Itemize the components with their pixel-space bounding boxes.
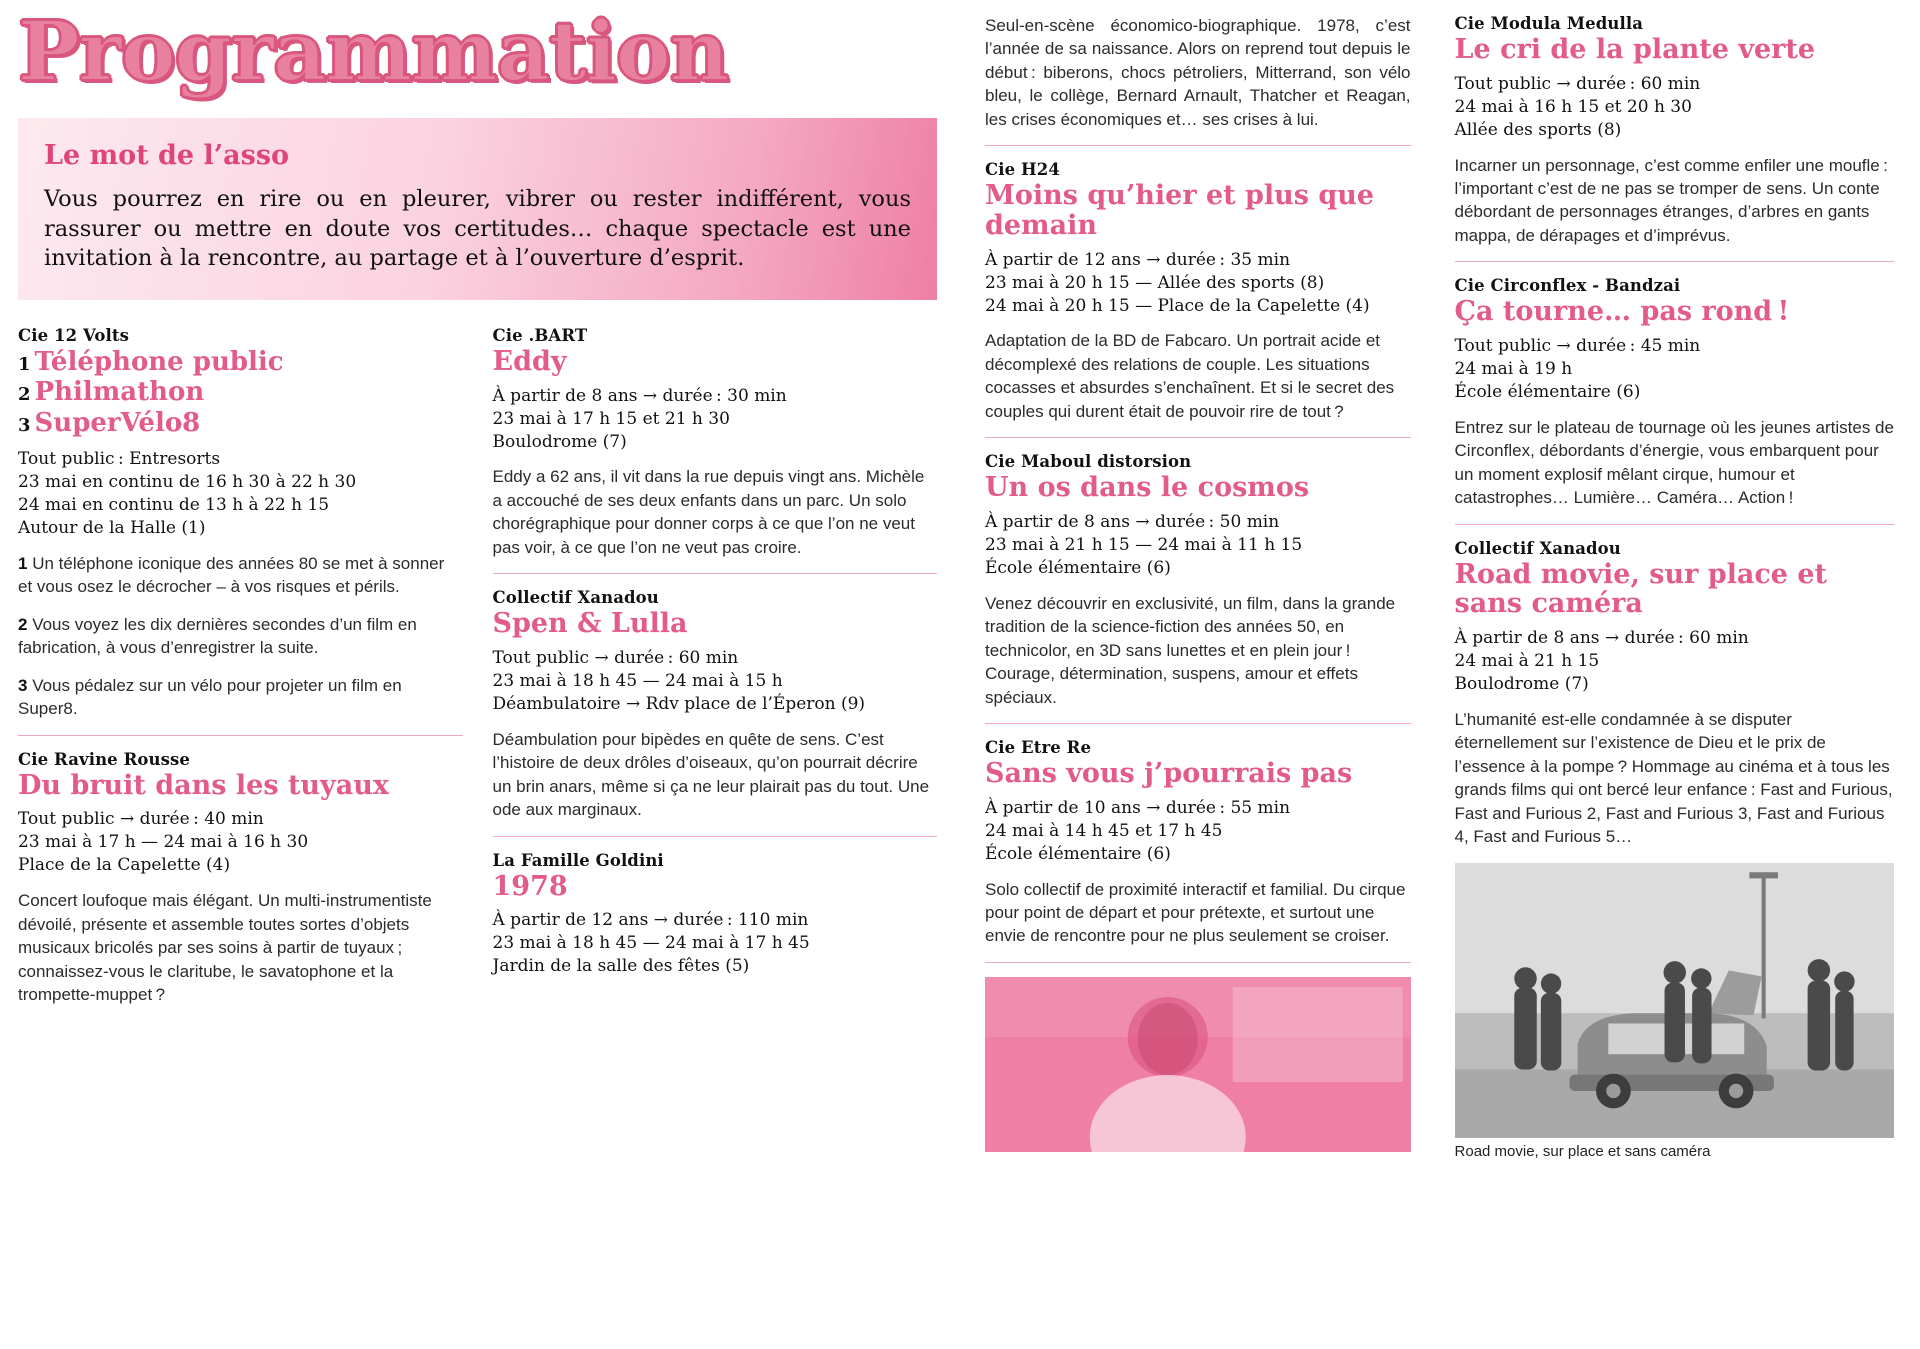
show-infos [493,385,938,454]
info-line: Tout public → durée : 60 min [1454,73,1701,94]
info-line: 24 mai à 14 h 45 et 17 h 45 [985,820,1223,841]
right-column [1433,14,1902,1349]
show-title: Spen & Lulla [492,608,688,640]
item-number: 3 [18,414,31,436]
section-divider [985,437,1411,438]
show-infos [985,511,1411,580]
show-photo-etre-re [985,977,1411,1152]
info-line: École élémentaire (6) [985,557,1171,578]
info-line: Jardin de la salle des fêtes (5) [492,956,750,977]
company-name: Cie Ravine Rousse [18,749,191,769]
info-line: Déambulatoire → Rdv place de l’Éperon (9) [492,693,866,714]
show-entry-h24 [985,160,1411,423]
show-description: Adaptation de la BD de Fabcaro. Un portrait acide et décomplexé des relations de couple. Les situations cocasses et absurdes s’enchaînent. Et si le secret des couples qui durent était de pouvoir rire de tout ? [985,331,1395,421]
info-line: 24 mai à 21 h 15 [1454,650,1600,671]
item-title: SuperVélo8 [34,407,201,438]
info-line: 24 mai en continu de 13 h à 22 h 15 [18,495,330,516]
desc-number: 1 [18,553,28,573]
item-title: Philmathon [34,377,205,408]
info-line: Boulodrome (7) [492,431,627,452]
show-title: Le cri de la plante verte [1454,34,1816,65]
show-title: Un os dans le cosmos [985,472,1310,504]
list-item [18,347,463,377]
show-infos [1455,73,1894,142]
left-subcolumns [18,326,937,1020]
info-line: 23 mai à 18 h 45 — 24 mai à 15 h [492,670,783,691]
item-number: 2 [18,384,31,406]
info-line: Tout public : Entresorts [18,449,221,470]
section-divider [493,573,938,574]
show-entry-circonflex-bandzai [1455,276,1894,509]
show-title-list [18,347,463,438]
show-description [18,674,463,721]
show-title: Moins qu’hier et plus que demain [985,180,1375,241]
show-infos [985,797,1411,866]
show-title: Ça tourne… pas rond ! [1454,296,1790,328]
info-line: 24 mai à 20 h 15 — Place de la Capelette (4) [985,295,1370,316]
item-number: 1 [18,353,31,375]
section-divider [985,145,1411,146]
info-line: École élémentaire (6) [1454,381,1641,402]
info-line: 23 mai en continu de 16 h 30 à 22 h 30 [18,472,357,493]
show-title: Eddy [492,345,567,377]
company-name: Cie 12 Volts [18,325,130,345]
show-description [18,552,463,599]
show-description: Eddy a 62 ans, il vit dans la rue depuis vingt ans. Michèle a accouché de ses deux enfants dans un parc. Un solo chorégraphique pour donner corps à ce que l’on ne veut pas voir, à ce que l’on ne veut pas croire. [492,467,925,557]
info-line: À partir de 12 ans → durée : 110 min [492,910,809,931]
section-divider [985,962,1411,963]
photo-caption: Road movie, sur place et sans caméra [1454,1142,1711,1160]
show-description: Déambulation pour bipèdes en quête de sens. C’est l’histoire de deux drôles d’oiseaux, qu’on pourrait décrire un brin anars, même si ça ne leur plairait pas du tout. Une ode aux marginaux. [492,729,930,820]
show-infos [985,249,1411,318]
show-description: Venez découvrir en exclusivité, un film, dans la grande tradition de la science-fiction des années 50, en technicolor, en 3D sans lunettes et en plein jour ! Courage, détermination, suspens, amour et effets spéciaux. [985,593,1396,707]
company-name: Cie Maboul distorsion [985,452,1192,472]
intro-title: Le mot de l’asso [44,139,290,171]
show-description [18,613,463,660]
info-line: École élémentaire (6) [985,843,1171,864]
section-divider [985,723,1411,724]
info-line: Boulodrome (7) [1454,673,1589,694]
show-description: L’humanité est-elle condamnée à se disputer éternellement sur l’existence de Dieu et le prix de l’essence à la pompe ? Hommage au cinéma et à tous les grands films qui ont bercé leur enfance : Fast and Furious, Fast and Furious 2, Fast and Furious 3, Fast and Furious 4, Fast and Furious 5… [1454,709,1893,847]
info-line: Place de la Capelette (4) [18,855,231,876]
show-entry-modula-medulla [1455,14,1894,247]
show-infos [1455,627,1894,696]
company-name: Collectif Xanadou [1454,538,1621,558]
info-line: 23 mai à 17 h 15 et 21 h 30 [492,408,730,429]
intro-body: Vous pourrez en rire ou en pleurer, vibrer ou rester indifférent, vous rassurer ou mettre en doute vos certitudes… chaque spectacle est une invitation à la rencontre, au partage et à l’ouverture d’esprit. [44,185,911,272]
show-title: Sans vous j’pourrais pas [985,758,1353,790]
show-title: Road movie, sur place et sans caméra [1454,558,1827,620]
info-line: 24 mai à 16 h 15 et 20 h 30 [1454,96,1692,117]
show-title: Du bruit dans les tuyaux [18,769,389,801]
show-entry-1978 [493,851,938,979]
show-infos [493,647,938,716]
item-title: Téléphone public [34,346,284,377]
desc-number: 3 [18,675,28,695]
info-line: À partir de 12 ans → durée : 35 min [985,249,1291,270]
section-divider [18,735,463,736]
info-line: 24 mai à 19 h [1454,358,1573,379]
section-divider [1455,524,1894,525]
section-divider [1455,261,1894,262]
show-description: Concert loufoque mais élégant. Un multi-instrumentiste dévoilé, présente et assemble toutes sortes d’objets musicaux bricolés par ses soins à partir de tuyaux ; connaissez-vous le claritube, le savatophone et la trompette-muppet ? [18,891,432,1004]
company-name: Cie .BART [492,325,588,345]
show-entry-ravine-rousse [18,750,463,1007]
show-entry-12-volts [18,326,463,721]
left-subcolumn-a [18,326,463,1020]
left-subcolumn-b [493,326,938,1020]
info-line: À partir de 8 ans → durée : 30 min [492,385,787,406]
info-line: Allée des sports (8) [1454,119,1622,140]
page-title: Programmation [18,4,729,100]
middle-column [963,14,1433,1349]
company-name: Cie Etre Re [985,738,1092,758]
company-name: Collectif Xanadou [492,588,659,608]
show-photo-road-movie [1455,863,1894,1138]
info-line: Tout public → durée : 60 min [492,647,739,668]
continued-description: Seul-en-scène économico-biographique. 1978, c’est l’année de sa naissance. Alors on reprend tout depuis le début : biberons, chocs pétroliers, Mitterrand, son vélo bleu, le collège, Bernard Arnault, Thatcher et Reagan, les crises économiques et… ses crises à lui. [985,16,1411,129]
show-infos [18,448,463,540]
info-line: 23 mai à 20 h 15 — Allée des sports (8) [985,272,1325,293]
section-divider [493,836,938,837]
desc-text: Vous voyez les dix dernières secondes d’un film en fabrication, à vous d’enregistrer la suite. [18,614,417,658]
show-entry-spen-lulla [493,588,938,821]
info-line: 23 mai à 18 h 45 — 24 mai à 17 h 45 [492,933,810,954]
show-entry-road-movie [1455,539,1894,1160]
company-name: Cie Modula Medulla [1454,14,1643,33]
left-column [18,4,963,1349]
company-name: La Famille Goldini [492,850,664,870]
show-entry-bart [493,326,938,559]
company-name: Cie H24 [985,160,1060,180]
desc-text: Un téléphone iconique des années 80 se met à sonner et vous osez le décrocher – à vos risques et périls. [18,553,445,597]
desc-text: Vous pédalez sur un vélo pour projeter un film en Super8. [18,675,402,719]
show-infos [18,808,463,877]
intro-panel [18,118,937,300]
show-infos [493,909,938,978]
show-infos [1455,335,1894,404]
list-item [18,377,463,407]
show-description: Entrez sur le plateau de tournage où les jeunes artistes de Circonflex, débordants d’énergie, vous embarquent pour un moment explosif mêlant cirque, humour et catastrophes… Lumière… Caméra… Action ! [1454,417,1894,508]
company-name: Cie Circonflex - Bandzai [1454,276,1681,296]
info-line: 23 mai à 17 h — 24 mai à 16 h 30 [18,832,309,853]
info-line: Tout public → durée : 40 min [18,809,264,830]
show-entry-maboul-distorsion [985,452,1411,709]
info-line: Tout public → durée : 45 min [1454,336,1701,356]
show-title: 1978 [492,870,568,902]
info-line: À partir de 10 ans → durée : 55 min [985,797,1291,818]
info-line: À partir de 8 ans → durée : 50 min [985,511,1280,532]
show-entry-etre-re [985,738,1411,948]
info-line: Autour de la Halle (1) [18,517,206,538]
show-description: Solo collectif de proximité interactif et familial. Du cirque pour point de départ et pour prétexte, et surtout une envie de rencontre pour ne plus seulement se croiser. [985,879,1406,946]
show-description: Incarner un personnage, c’est comme enfiler une moufle : l’important c’est de ne pas se tromper de sens. Un conte débordant de personnages étranges, d’arbres en gants mappa, de dérapages et d’imprévus. [1454,155,1888,245]
info-line: 23 mai à 21 h 15 — 24 mai à 11 h 15 [985,534,1303,555]
list-item [18,408,463,438]
desc-number: 2 [18,614,28,634]
info-line: À partir de 8 ans → durée : 60 min [1454,628,1749,648]
